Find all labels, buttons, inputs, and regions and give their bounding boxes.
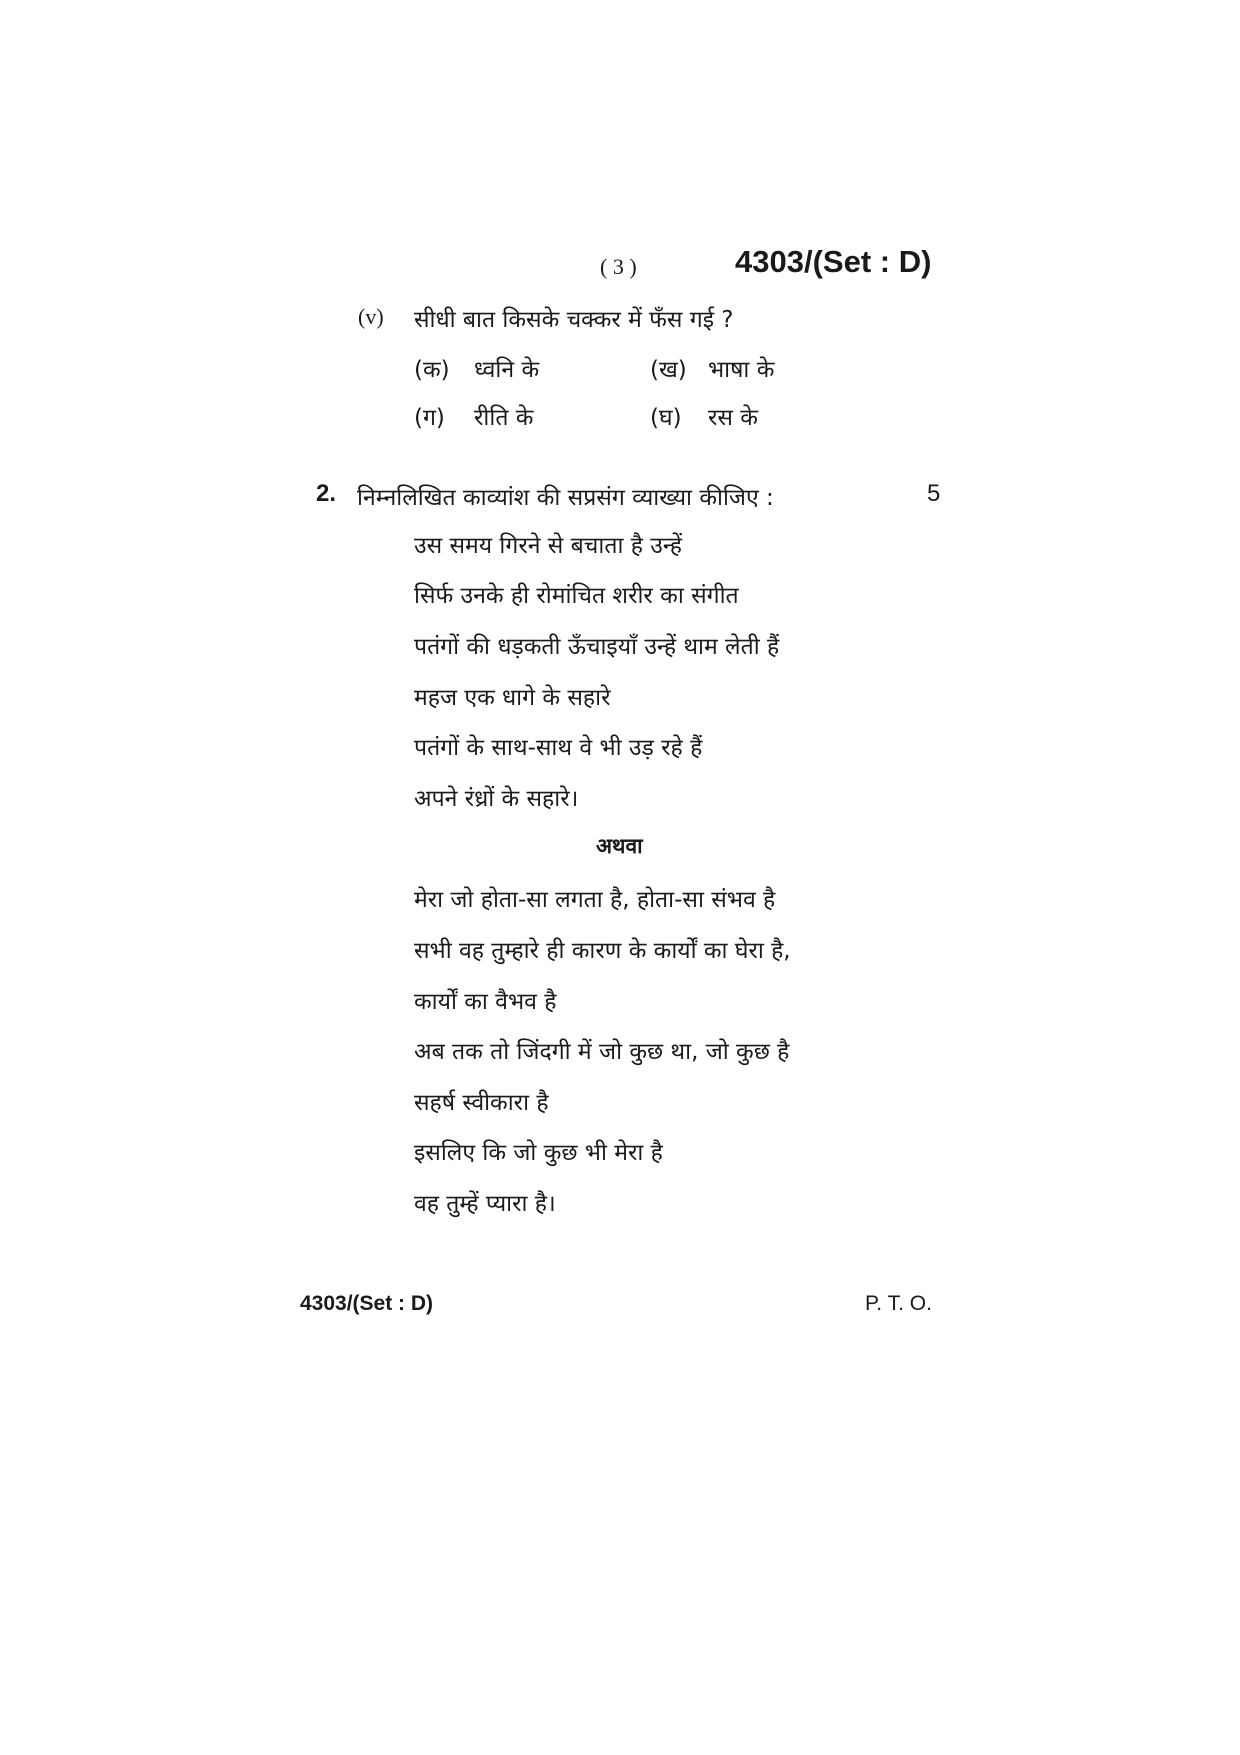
question-v-number: (v) (358, 304, 384, 329)
poem-1-line: अपने रंध्रों के सहारे। (414, 786, 579, 812)
question-2-marks: 5 (927, 480, 941, 507)
poem-1-line: सिर्फ उनके ही रोमांचित शरीर का संगीत (414, 583, 739, 609)
poem-1-line: पतंगों की धड़कती ऊँचाइयाँ उन्हें थाम लेती हैं (414, 634, 780, 660)
or-separator: अथवा (596, 834, 643, 858)
option-kha-text: भाषा के (708, 357, 775, 383)
poem-2-line: अब तक तो जिंदगी में जो कुछ था, जो कुछ है (414, 1039, 790, 1065)
paper-code-header: 4303/(Set : D) (735, 244, 932, 279)
poem-2-line: मेरा जो होता-सा लगता है, होता-सा संभव है (414, 887, 776, 913)
question-2-number: 2. (316, 480, 337, 507)
poem-1-line: उस समय गिरने से बचाता है उन्हें (414, 533, 682, 559)
poem-1-line: पतंगों के साथ-साथ वे भी उड़ रहे हैं (414, 735, 703, 761)
paper-code-footer: 4303/(Set : D) (300, 1292, 434, 1315)
option-ga-text: रीति के (474, 405, 534, 431)
pto-label: P. T. O. (865, 1292, 932, 1315)
question-v-text: सीधी बात किसके चक्कर में फँस गई ? (414, 307, 734, 333)
poem-2-line: वह तुम्हें प्यारा है। (414, 1191, 556, 1217)
poem-2-line: सहर्ष स्वीकारा है (414, 1090, 549, 1116)
question-2-text: निम्नलिखित काव्यांश की सप्रसंग व्याख्या कीजिए : (357, 485, 774, 511)
poem-2-line: इसलिए कि जो कुछ भी मेरा है (414, 1140, 663, 1166)
option-ka-text: ध्वनि के (474, 357, 540, 383)
poem-2-line: सभी वह तुम्हारे ही कारण के कार्यों का घेरा है, (414, 938, 791, 964)
option-gha-mark: (घ) (650, 405, 682, 431)
page-number: ( 3 ) (600, 254, 637, 279)
option-kha-mark: (ख) (650, 357, 687, 383)
poem-1-line: महज एक धागे के सहारे (414, 685, 611, 711)
poem-2-line: कार्यों का वैभव है (414, 989, 557, 1015)
option-ga-mark: (ग) (414, 405, 445, 431)
option-gha-text: रस के (708, 405, 758, 431)
option-ka-mark: (क) (414, 357, 450, 383)
